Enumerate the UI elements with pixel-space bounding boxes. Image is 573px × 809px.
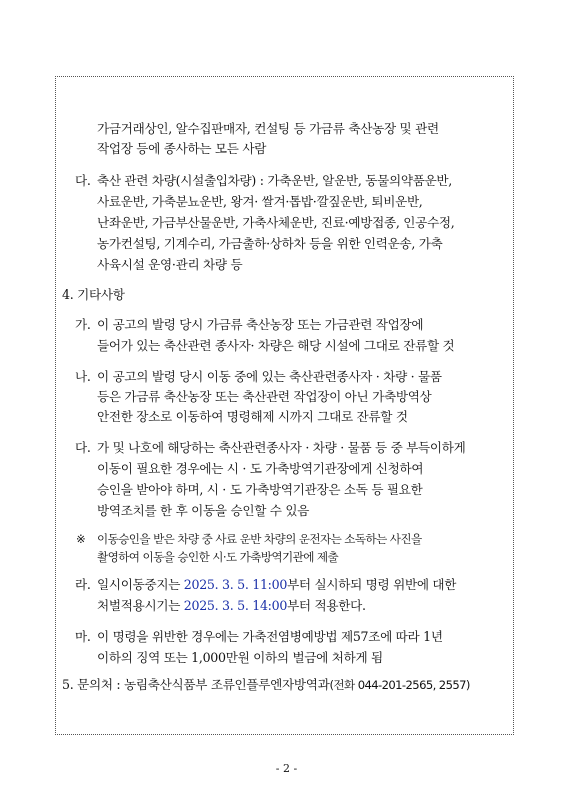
- body-line: 이하의 징역 또는 1,000만원 이하의 벌금에 처하게 됨: [97, 650, 383, 665]
- note-line: 이동승인을 받은 차량 중 사료 운반 차량의 운전자는 소독하는 사진을: [97, 532, 422, 546]
- body-line: 승인을 받아야 하며, 시 · 도 가축방역기관장은 소독 등 필요한: [97, 482, 423, 497]
- body-line: 농가컨설팅, 기계수리, 가금출하·상하차 등을 위한 인력운송, 가축: [97, 236, 443, 251]
- body-line: 가 및 나호에 해당하는 축산관련종사자 · 차량 · 물품 등 중 부득이하게: [97, 440, 466, 455]
- body-line: 가금거래상인, 알수집판매자, 컨설팅 등 가금류 축산농장 및 관련: [97, 121, 439, 136]
- body-line: [97, 598, 366, 614]
- item-marker: 다.: [75, 173, 91, 188]
- body-line: 작업장 등에 종사하는 모든 사람: [97, 141, 267, 156]
- note-line: 촬영하여 이동을 승인한 시·도 가축방역기관에 제출: [97, 550, 339, 564]
- body-line: 사료운반, 가축분뇨운반, 왕겨· 쌀겨·톱밥·깔짚운반, 퇴비운반,: [97, 194, 423, 209]
- body-line: 이동이 필요한 경우에는 시 · 도 가축방역기관장에게 신청하여: [97, 461, 424, 476]
- section-heading: 4. 기타사항: [62, 287, 125, 302]
- item-marker: 다.: [75, 440, 91, 455]
- body-line: 들어가 있는 축산관련 종사자· 차량은 해당 시설에 그대로 잔류할 것: [97, 338, 455, 353]
- item-marker: 라.: [75, 577, 91, 592]
- item-marker: 나.: [75, 369, 91, 384]
- note-marker: ※: [76, 532, 86, 546]
- body-line: 등은 가금류 축산농장 또는 축산관련 작업장이 아닌 가축방역상: [97, 389, 432, 404]
- page-number: - 2 -: [275, 762, 298, 775]
- body-line: 방역조치를 한 후 이동을 승인할 수 있음: [97, 503, 310, 518]
- body-line: [97, 577, 456, 593]
- body-line: 이 명령을 위반한 경우에는 가축전염병예방법 제57조에 따라 1년: [97, 629, 443, 644]
- text-segment: 처벌적용시기는: [97, 598, 184, 613]
- body-line: 이 공고의 발령 당시 이동 중에 있는 축산관련종사자 · 차량 · 물품: [97, 369, 442, 384]
- body-line: 안전한 장소로 이동하여 명령해제 시까지 그대로 잔류할 것: [97, 409, 408, 424]
- penalty-date: 2025. 3. 5. 14:00: [183, 598, 288, 613]
- item-marker: 가.: [75, 317, 91, 332]
- text-segment: 일시이동중지는: [97, 577, 184, 592]
- body-line: 사육시설 운영·관리 차량 등: [97, 257, 243, 272]
- contact-phone: (전화 044-201-2565, 2557): [329, 678, 470, 692]
- text-segment: 부터 적용한다.: [287, 598, 366, 613]
- body-line: 축산 관련 차량(시설출입차량) : 가축운반, 알운반, 동물의약품운반,: [97, 173, 453, 188]
- body-line: 이 공고의 발령 당시 가금류 축산농장 또는 가금관련 작업장에: [97, 317, 424, 332]
- body-line: 난좌운반, 가금부산물운반, 가축사체운반, 진료·예방접종, 인공수정,: [97, 215, 455, 230]
- text-segment: 부터 실시하되 명령 위반에 대한: [287, 577, 457, 592]
- effective-date: 2025. 3. 5. 11:00: [183, 577, 288, 592]
- contact-label: 5. 문의처 : 농림축산식품부 조류인플루엔자방역과: [62, 677, 330, 692]
- contact-line: [62, 677, 470, 693]
- item-marker: 마.: [75, 629, 91, 644]
